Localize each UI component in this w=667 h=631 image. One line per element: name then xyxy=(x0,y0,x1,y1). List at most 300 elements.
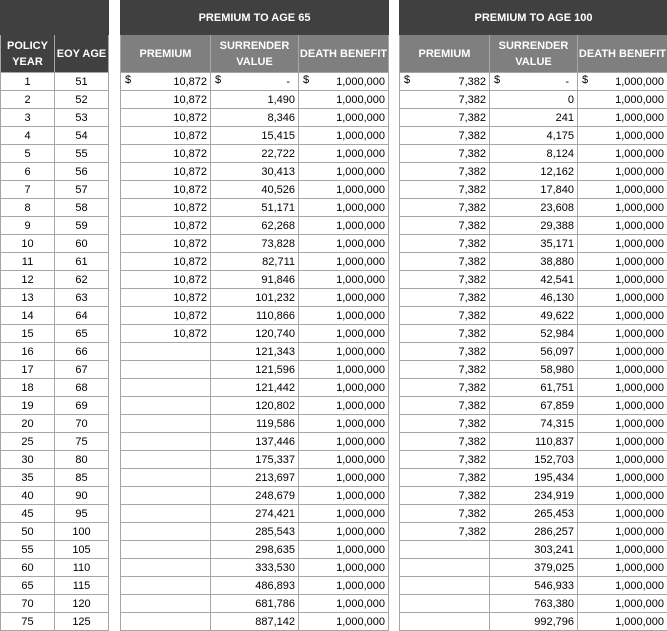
table-row xyxy=(400,559,667,577)
table-row xyxy=(121,397,389,415)
table-row xyxy=(400,469,667,487)
surrender-value-cell: 110,866 xyxy=(211,307,299,325)
header-premium: PREMIUM xyxy=(121,35,211,73)
premium-cell: 10,872 xyxy=(121,91,211,109)
table-row xyxy=(400,325,667,343)
table-row xyxy=(121,577,389,595)
age100-title: PREMIUM TO AGE 100 xyxy=(400,1,667,35)
table-row xyxy=(121,109,389,127)
premium-cell xyxy=(121,595,211,613)
policy-year-cell: 15 xyxy=(1,325,55,343)
cell-value: - xyxy=(211,76,298,88)
table-row xyxy=(1,109,109,127)
premium-cell: 10,872 xyxy=(121,127,211,145)
table-row xyxy=(1,415,109,433)
premium-cell: 7,382 xyxy=(400,379,490,397)
death-benefit-cell: 1,000,000 xyxy=(299,163,389,181)
table-row xyxy=(1,361,109,379)
premium-cell: 7,382 xyxy=(400,415,490,433)
surrender-value-cell: 286,257 xyxy=(490,523,578,541)
table-row xyxy=(121,613,389,631)
premium-cell: 7,382 xyxy=(400,523,490,541)
table-row xyxy=(121,127,389,145)
table-row xyxy=(1,541,109,559)
surrender-value-cell: 58,980 xyxy=(490,361,578,379)
death-benefit-cell: 1,000,000 xyxy=(578,595,667,613)
premium-cell xyxy=(121,343,211,361)
table-row xyxy=(400,451,667,469)
surrender-value-cell: 30,413 xyxy=(211,163,299,181)
table-row xyxy=(1,433,109,451)
premium-cell: 10,872 xyxy=(121,217,211,235)
currency-symbol: $ xyxy=(494,74,500,86)
surrender-value-cell: 248,679 xyxy=(211,487,299,505)
surrender-value-cell: 61,751 xyxy=(490,379,578,397)
table-row xyxy=(121,379,389,397)
surrender-value-cell: 121,442 xyxy=(211,379,299,397)
eoy-age-cell: 85 xyxy=(55,469,109,487)
surrender-value-cell: 234,919 xyxy=(490,487,578,505)
premium-cell xyxy=(121,379,211,397)
currency-symbol: $ xyxy=(404,74,410,86)
eoy-age-cell: 57 xyxy=(55,181,109,199)
table-row xyxy=(400,181,667,199)
death-benefit-cell: 1,000,000 xyxy=(299,577,389,595)
header-death-benefit: DEATH BENEFIT xyxy=(578,35,667,73)
table-row xyxy=(400,613,667,631)
table-row xyxy=(121,307,389,325)
premium-cell: 7,382 xyxy=(400,145,490,163)
death-benefit-cell: 1,000,000 xyxy=(578,343,667,361)
premium-cell: 7,382 xyxy=(400,163,490,181)
table-row xyxy=(1,217,109,235)
death-benefit-cell: 1,000,000 xyxy=(578,217,667,235)
surrender-value-cell: 303,241 xyxy=(490,541,578,559)
surrender-value-cell: 101,232 xyxy=(211,289,299,307)
surrender-value-cell: 74,315 xyxy=(490,415,578,433)
policy-year-cell: 16 xyxy=(1,343,55,361)
table-row xyxy=(1,397,109,415)
premium-cell xyxy=(121,397,211,415)
death-benefit-cell: 1,000,000 xyxy=(578,361,667,379)
table-row xyxy=(1,199,109,217)
cell-value: 1,000,000 xyxy=(299,76,388,88)
policy-year-table xyxy=(0,0,108,631)
policy-year-cell: 30 xyxy=(1,451,55,469)
surrender-value-cell xyxy=(490,73,578,91)
policy-year-cell: 50 xyxy=(1,523,55,541)
death-benefit-cell: 1,000,000 xyxy=(578,415,667,433)
policy-year-cell: 11 xyxy=(1,253,55,271)
policy-year-cell: 1 xyxy=(1,73,55,91)
death-benefit-cell: 1,000,000 xyxy=(299,145,389,163)
premium-cell: 7,382 xyxy=(400,91,490,109)
eoy-age-cell: 65 xyxy=(55,325,109,343)
policy-year-cell: 7 xyxy=(1,181,55,199)
policy-year-cell: 45 xyxy=(1,505,55,523)
eoy-age-cell: 70 xyxy=(55,415,109,433)
table-row xyxy=(1,613,109,631)
surrender-value-cell: 42,541 xyxy=(490,271,578,289)
eoy-age-cell: 52 xyxy=(55,91,109,109)
table-row xyxy=(400,541,667,559)
death-benefit-cell: 1,000,000 xyxy=(299,397,389,415)
policy-year-cell: 65 xyxy=(1,577,55,595)
surrender-value-cell: 22,722 xyxy=(211,145,299,163)
table-row xyxy=(1,145,109,163)
death-benefit-cell: 1,000,000 xyxy=(299,91,389,109)
surrender-value-cell xyxy=(211,73,299,91)
policy-year-cell: 25 xyxy=(1,433,55,451)
eoy-age-cell: 63 xyxy=(55,289,109,307)
policy-year-cell: 35 xyxy=(1,469,55,487)
policy-year-cell: 70 xyxy=(1,595,55,613)
premium-cell xyxy=(121,469,211,487)
surrender-value-cell: 121,596 xyxy=(211,361,299,379)
death-benefit-cell: 1,000,000 xyxy=(578,253,667,271)
policy-year-cell: 75 xyxy=(1,613,55,631)
table-row xyxy=(1,487,109,505)
surrender-value-cell: 110,837 xyxy=(490,433,578,451)
surrender-value-cell: 15,415 xyxy=(211,127,299,145)
table-row xyxy=(1,253,109,271)
death-benefit-cell: 1,000,000 xyxy=(578,109,667,127)
eoy-age-cell: 120 xyxy=(55,595,109,613)
table-row xyxy=(1,595,109,613)
premium-cell: 7,382 xyxy=(400,505,490,523)
surrender-value-cell: 887,142 xyxy=(211,613,299,631)
surrender-value-cell: 46,130 xyxy=(490,289,578,307)
surrender-value-cell: 17,840 xyxy=(490,181,578,199)
table-row xyxy=(1,127,109,145)
premium-cell: 10,872 xyxy=(121,271,211,289)
surrender-value-cell: 333,530 xyxy=(211,559,299,577)
cell-value: 7,382 xyxy=(400,76,489,88)
premium-cell xyxy=(121,451,211,469)
policy-year-cell: 8 xyxy=(1,199,55,217)
premium-cell: 7,382 xyxy=(400,289,490,307)
table-row xyxy=(1,235,109,253)
surrender-value-cell: 175,337 xyxy=(211,451,299,469)
premium-cell: 10,872 xyxy=(121,145,211,163)
death-benefit-cell: 1,000,000 xyxy=(578,145,667,163)
table-row xyxy=(121,469,389,487)
premium-cell: 10,872 xyxy=(121,325,211,343)
death-benefit-cell: 1,000,000 xyxy=(578,487,667,505)
currency-symbol: $ xyxy=(215,74,221,86)
death-benefit-cell: 1,000,000 xyxy=(299,235,389,253)
death-benefit-cell: 1,000,000 xyxy=(299,253,389,271)
table-row xyxy=(1,73,109,91)
death-benefit-cell: 1,000,000 xyxy=(578,451,667,469)
eoy-age-cell: 62 xyxy=(55,271,109,289)
surrender-value-cell: 51,171 xyxy=(211,199,299,217)
blank-title-cell xyxy=(1,1,109,35)
table-row xyxy=(1,289,109,307)
policy-year-cell: 4 xyxy=(1,127,55,145)
death-benefit-cell: 1,000,000 xyxy=(578,235,667,253)
table-row xyxy=(1,451,109,469)
table-row xyxy=(1,271,109,289)
surrender-value-cell: 152,703 xyxy=(490,451,578,469)
table-row xyxy=(121,253,389,271)
surrender-value-cell: 285,543 xyxy=(211,523,299,541)
header-surrender-value: SURRENDER VALUE xyxy=(211,35,299,73)
death-benefit-cell: 1,000,000 xyxy=(578,613,667,631)
death-benefit-cell: 1,000,000 xyxy=(299,595,389,613)
premium-cell: 7,382 xyxy=(400,253,490,271)
surrender-value-cell: 379,025 xyxy=(490,559,578,577)
table-row xyxy=(400,523,667,541)
death-benefit-cell: 1,000,000 xyxy=(299,289,389,307)
eoy-age-cell: 64 xyxy=(55,307,109,325)
table-row xyxy=(400,379,667,397)
table-row xyxy=(121,415,389,433)
policy-year-cell: 6 xyxy=(1,163,55,181)
table-row xyxy=(1,91,109,109)
death-benefit-cell: 1,000,000 xyxy=(578,307,667,325)
table-row xyxy=(121,559,389,577)
premium-cell: 7,382 xyxy=(400,271,490,289)
surrender-value-cell: 265,453 xyxy=(490,505,578,523)
premium-cell xyxy=(400,577,490,595)
surrender-value-cell: 56,097 xyxy=(490,343,578,361)
table-row xyxy=(400,415,667,433)
death-benefit-cell: 1,000,000 xyxy=(299,109,389,127)
premium-cell: 10,872 xyxy=(121,109,211,127)
surrender-value-cell: 763,380 xyxy=(490,595,578,613)
surrender-value-cell: 120,740 xyxy=(211,325,299,343)
death-benefit-cell: 1,000,000 xyxy=(299,541,389,559)
policy-year-cell: 19 xyxy=(1,397,55,415)
eoy-age-cell: 125 xyxy=(55,613,109,631)
surrender-value-cell: 23,608 xyxy=(490,199,578,217)
eoy-age-cell: 66 xyxy=(55,343,109,361)
surrender-value-cell: 0 xyxy=(490,91,578,109)
surrender-value-cell: 681,786 xyxy=(211,595,299,613)
table-row xyxy=(400,199,667,217)
table-row xyxy=(1,379,109,397)
policy-year-cell: 40 xyxy=(1,487,55,505)
table-row xyxy=(121,235,389,253)
death-benefit-cell: 1,000,000 xyxy=(299,343,389,361)
premium-cell: 7,382 xyxy=(400,109,490,127)
eoy-age-cell: 56 xyxy=(55,163,109,181)
policy-year-cell: 60 xyxy=(1,559,55,577)
eoy-age-cell: 53 xyxy=(55,109,109,127)
table-row xyxy=(400,343,667,361)
death-benefit-cell: 1,000,000 xyxy=(578,91,667,109)
death-benefit-cell: 1,000,000 xyxy=(578,289,667,307)
premium-cell xyxy=(121,577,211,595)
table-row xyxy=(400,505,667,523)
eoy-age-cell: 54 xyxy=(55,127,109,145)
table-row xyxy=(121,217,389,235)
table-row xyxy=(121,73,389,91)
death-benefit-cell: 1,000,000 xyxy=(299,181,389,199)
premium-to-age-65-table xyxy=(120,0,388,631)
table-row xyxy=(400,397,667,415)
death-benefit-cell: 1,000,000 xyxy=(299,379,389,397)
surrender-value-cell: 49,622 xyxy=(490,307,578,325)
table-row xyxy=(400,109,667,127)
table-row xyxy=(1,325,109,343)
death-benefit-cell: 1,000,000 xyxy=(299,451,389,469)
cell-value: 1,000,000 xyxy=(578,76,667,88)
death-benefit-cell: 1,000,000 xyxy=(299,559,389,577)
age65-title: PREMIUM TO AGE 65 xyxy=(121,1,389,35)
premium-cell xyxy=(400,613,490,631)
premium-cell: 10,872 xyxy=(121,253,211,271)
surrender-value-cell: 82,711 xyxy=(211,253,299,271)
cell-value: - xyxy=(490,76,577,88)
table-row xyxy=(121,145,389,163)
table-row xyxy=(121,163,389,181)
policy-year-grid xyxy=(0,0,109,631)
header-surrender-value: SURRENDER VALUE xyxy=(490,35,578,73)
policy-year-cell: 20 xyxy=(1,415,55,433)
policy-year-cell: 14 xyxy=(1,307,55,325)
age65-grid xyxy=(120,0,389,631)
surrender-value-cell: 120,802 xyxy=(211,397,299,415)
death-benefit-cell: 1,000,000 xyxy=(578,559,667,577)
premium-cell: 7,382 xyxy=(400,361,490,379)
surrender-value-cell: 35,171 xyxy=(490,235,578,253)
table-row xyxy=(121,181,389,199)
eoy-age-cell: 75 xyxy=(55,433,109,451)
premium-cell xyxy=(400,541,490,559)
policy-year-cell: 2 xyxy=(1,91,55,109)
eoy-age-cell: 67 xyxy=(55,361,109,379)
death-benefit-cell: 1,000,000 xyxy=(578,397,667,415)
eoy-age-cell: 58 xyxy=(55,199,109,217)
eoy-age-cell: 95 xyxy=(55,505,109,523)
eoy-age-cell: 105 xyxy=(55,541,109,559)
table-row xyxy=(121,433,389,451)
premium-cell: 7,382 xyxy=(400,217,490,235)
death-benefit-cell xyxy=(578,73,667,91)
premium-cell: 10,872 xyxy=(121,307,211,325)
surrender-value-cell: 992,796 xyxy=(490,613,578,631)
death-benefit-cell: 1,000,000 xyxy=(578,505,667,523)
death-benefit-cell: 1,000,000 xyxy=(578,433,667,451)
premium-cell xyxy=(121,541,211,559)
surrender-value-cell: 241 xyxy=(490,109,578,127)
table-row xyxy=(121,271,389,289)
table-row xyxy=(121,199,389,217)
table-row xyxy=(1,577,109,595)
surrender-value-cell: 195,434 xyxy=(490,469,578,487)
death-benefit-cell: 1,000,000 xyxy=(578,127,667,145)
policy-year-cell: 10 xyxy=(1,235,55,253)
premium-cell xyxy=(121,433,211,451)
surrender-value-cell: 52,984 xyxy=(490,325,578,343)
death-benefit-cell: 1,000,000 xyxy=(299,505,389,523)
surrender-value-cell: 213,697 xyxy=(211,469,299,487)
currency-symbol: $ xyxy=(582,74,588,86)
premium-cell xyxy=(121,361,211,379)
currency-symbol: $ xyxy=(303,74,309,86)
policy-year-cell: 17 xyxy=(1,361,55,379)
eoy-age-cell: 100 xyxy=(55,523,109,541)
table-row xyxy=(400,73,667,91)
table-row xyxy=(400,271,667,289)
surrender-value-cell: 1,490 xyxy=(211,91,299,109)
premium-cell: 10,872 xyxy=(121,289,211,307)
eoy-age-cell: 90 xyxy=(55,487,109,505)
surrender-value-cell: 119,586 xyxy=(211,415,299,433)
premium-cell: 7,382 xyxy=(400,199,490,217)
surrender-value-cell: 8,346 xyxy=(211,109,299,127)
premium-cell: 7,382 xyxy=(400,469,490,487)
death-benefit-cell: 1,000,000 xyxy=(299,325,389,343)
death-benefit-cell: 1,000,000 xyxy=(299,217,389,235)
death-benefit-cell: 1,000,000 xyxy=(299,469,389,487)
surrender-value-cell: 67,859 xyxy=(490,397,578,415)
policy-year-cell: 12 xyxy=(1,271,55,289)
death-benefit-cell: 1,000,000 xyxy=(578,541,667,559)
death-benefit-cell: 1,000,000 xyxy=(299,199,389,217)
premium-cell xyxy=(121,613,211,631)
eoy-age-cell: 55 xyxy=(55,145,109,163)
eoy-age-cell: 80 xyxy=(55,451,109,469)
table-row xyxy=(1,523,109,541)
table-row xyxy=(121,595,389,613)
surrender-value-cell: 486,893 xyxy=(211,577,299,595)
premium-cell xyxy=(400,559,490,577)
table-row xyxy=(400,577,667,595)
table-row xyxy=(1,181,109,199)
premium-cell: 7,382 xyxy=(400,127,490,145)
surrender-value-cell: 137,446 xyxy=(211,433,299,451)
table-row xyxy=(1,163,109,181)
table-row xyxy=(121,325,389,343)
surrender-value-cell: 62,268 xyxy=(211,217,299,235)
table-row xyxy=(121,523,389,541)
eoy-age-cell: 68 xyxy=(55,379,109,397)
surrender-value-cell: 274,421 xyxy=(211,505,299,523)
header-death-benefit: DEATH BENEFIT xyxy=(299,35,389,73)
death-benefit-cell: 1,000,000 xyxy=(299,361,389,379)
premium-cell xyxy=(400,73,490,91)
death-benefit-cell: 1,000,000 xyxy=(299,415,389,433)
header-premium: PREMIUM xyxy=(400,35,490,73)
death-benefit-cell: 1,000,000 xyxy=(299,487,389,505)
premium-cell xyxy=(121,73,211,91)
eoy-age-cell: 51 xyxy=(55,73,109,91)
table-row xyxy=(400,163,667,181)
table-row xyxy=(1,469,109,487)
surrender-value-cell: 91,846 xyxy=(211,271,299,289)
table-row xyxy=(1,505,109,523)
currency-symbol: $ xyxy=(125,74,131,86)
death-benefit-cell: 1,000,000 xyxy=(578,325,667,343)
premium-cell xyxy=(121,487,211,505)
surrender-value-cell: 40,526 xyxy=(211,181,299,199)
premium-cell: 7,382 xyxy=(400,307,490,325)
eoy-age-cell: 61 xyxy=(55,253,109,271)
policy-year-cell: 9 xyxy=(1,217,55,235)
table-row xyxy=(121,343,389,361)
policy-year-cell: 13 xyxy=(1,289,55,307)
age100-grid xyxy=(399,0,667,631)
death-benefit-cell: 1,000,000 xyxy=(578,271,667,289)
table-row xyxy=(1,307,109,325)
premium-cell: 7,382 xyxy=(400,433,490,451)
surrender-value-cell: 4,175 xyxy=(490,127,578,145)
surrender-value-cell: 29,388 xyxy=(490,217,578,235)
premium-to-age-100-table xyxy=(399,0,667,631)
